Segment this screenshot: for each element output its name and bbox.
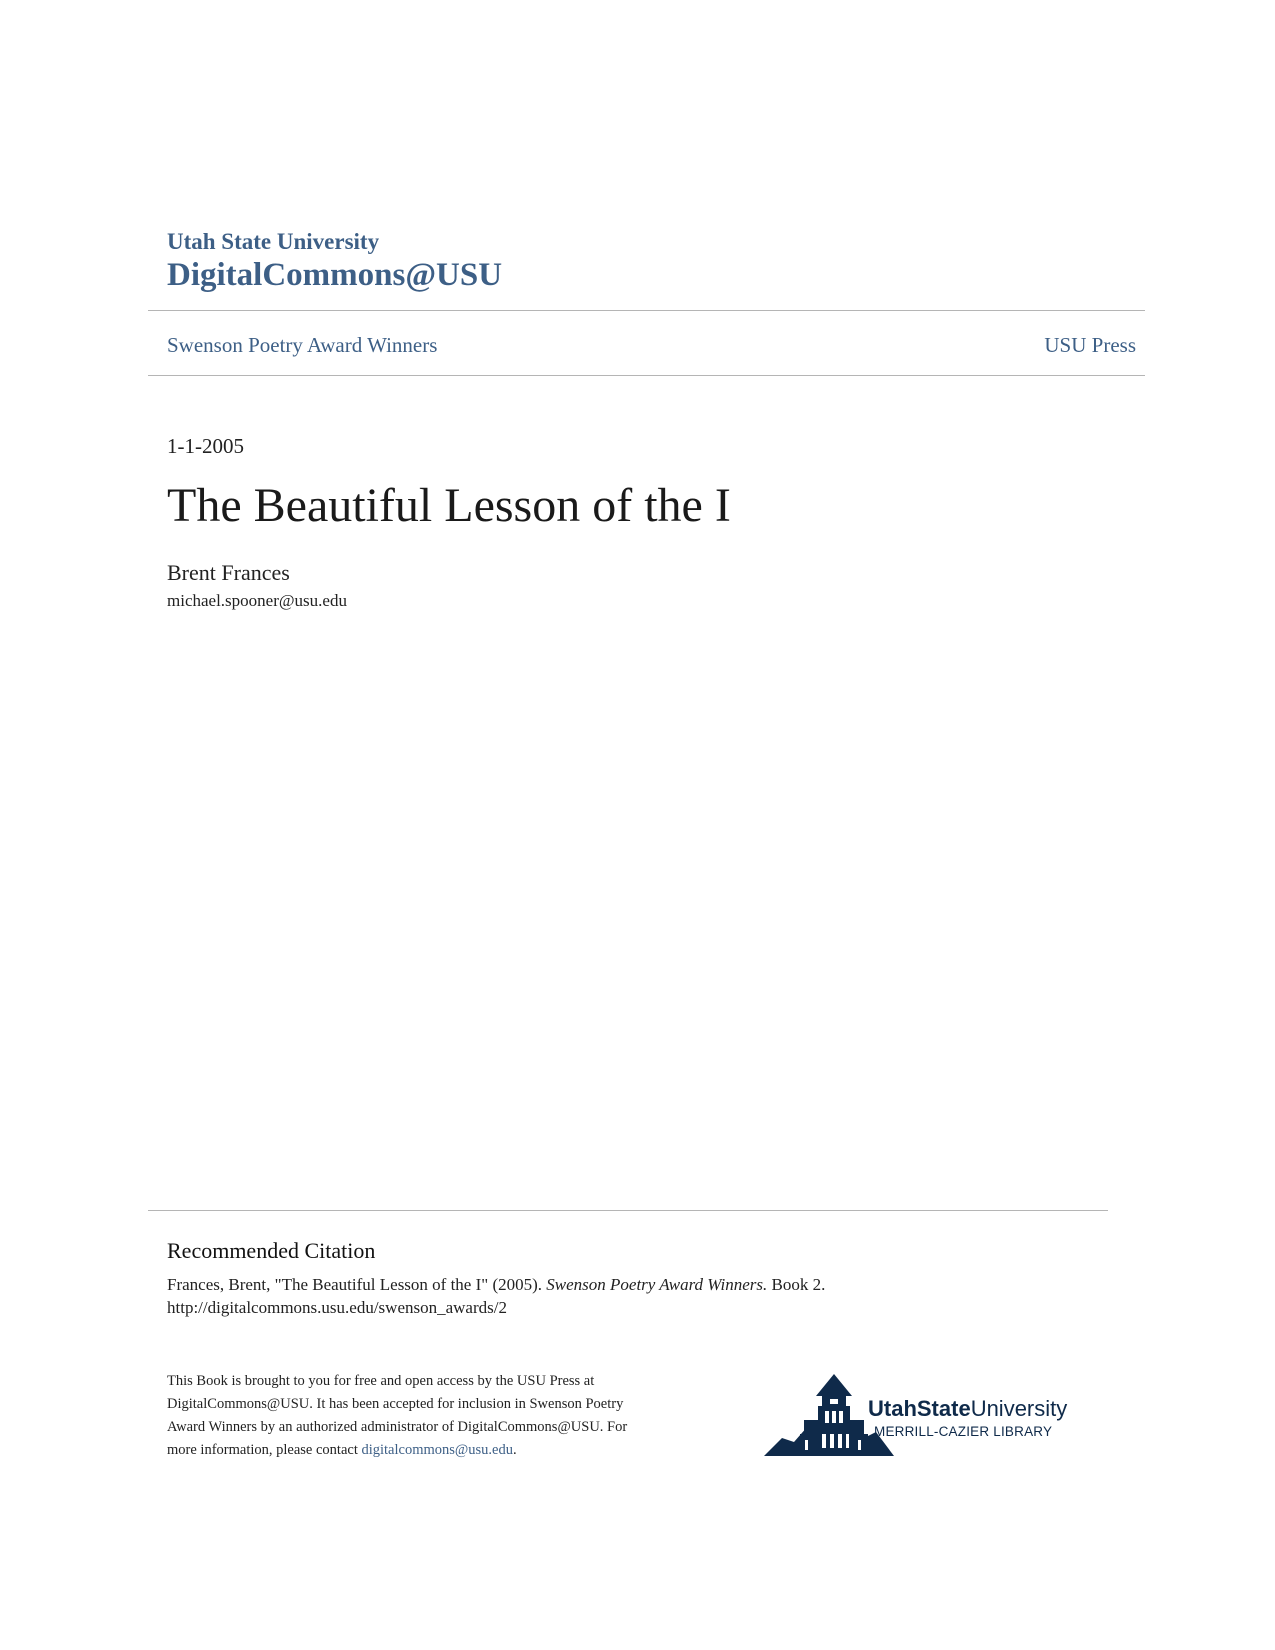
publisher-link[interactable]: USU Press — [1044, 333, 1136, 357]
header-divider-top — [148, 310, 1145, 311]
notice-text: This Book is brought to you for free and open access by the USU Press at DigitalCommons@USU. It has been accepted for inclusion in Swenson Poetry Award Winners by an authorized administrator of DigitalCommons@USU. For more information, please contact — [167, 1373, 628, 1458]
citation-prefix: Frances, Brent, "The Beautiful Lesson of the I" (2005). — [167, 1275, 547, 1294]
contact-email-link[interactable]: digitalcommons@usu.edu — [361, 1442, 513, 1458]
document-title: The Beautiful Lesson of the I — [167, 479, 731, 532]
citation-heading: Recommended Citation — [167, 1238, 376, 1263]
access-notice — [167, 1370, 637, 1462]
repository-name[interactable]: DigitalCommons@USU — [167, 257, 503, 293]
citation-suffix: Book 2. — [767, 1275, 826, 1294]
logo-name-light: University — [970, 1396, 1068, 1421]
citation-text — [167, 1275, 825, 1295]
author-name: Brent Frances — [167, 560, 290, 585]
author-email: michael.spooner@usu.edu — [167, 591, 347, 610]
collection-link[interactable]: Swenson Poetry Award Winners — [167, 333, 438, 357]
university-name: Utah State University — [167, 229, 380, 254]
header-divider-bottom — [148, 375, 1145, 376]
notice-end: . — [512, 1442, 517, 1458]
citation-divider — [148, 1210, 1108, 1211]
citation-series: Swenson Poetry Award Winners. — [546, 1275, 768, 1294]
library-logo — [764, 1368, 1104, 1464]
logo-wordmark — [868, 1396, 1067, 1422]
logo-library-name: MERRILL-CAZIER LIBRARY — [874, 1424, 1053, 1439]
logo-name-bold: UtahState — [868, 1396, 971, 1421]
publication-date: 1-1-2005 — [167, 434, 244, 458]
citation-url[interactable]: http://digitalcommons.usu.edu/swenson_awards/2 — [167, 1298, 507, 1317]
